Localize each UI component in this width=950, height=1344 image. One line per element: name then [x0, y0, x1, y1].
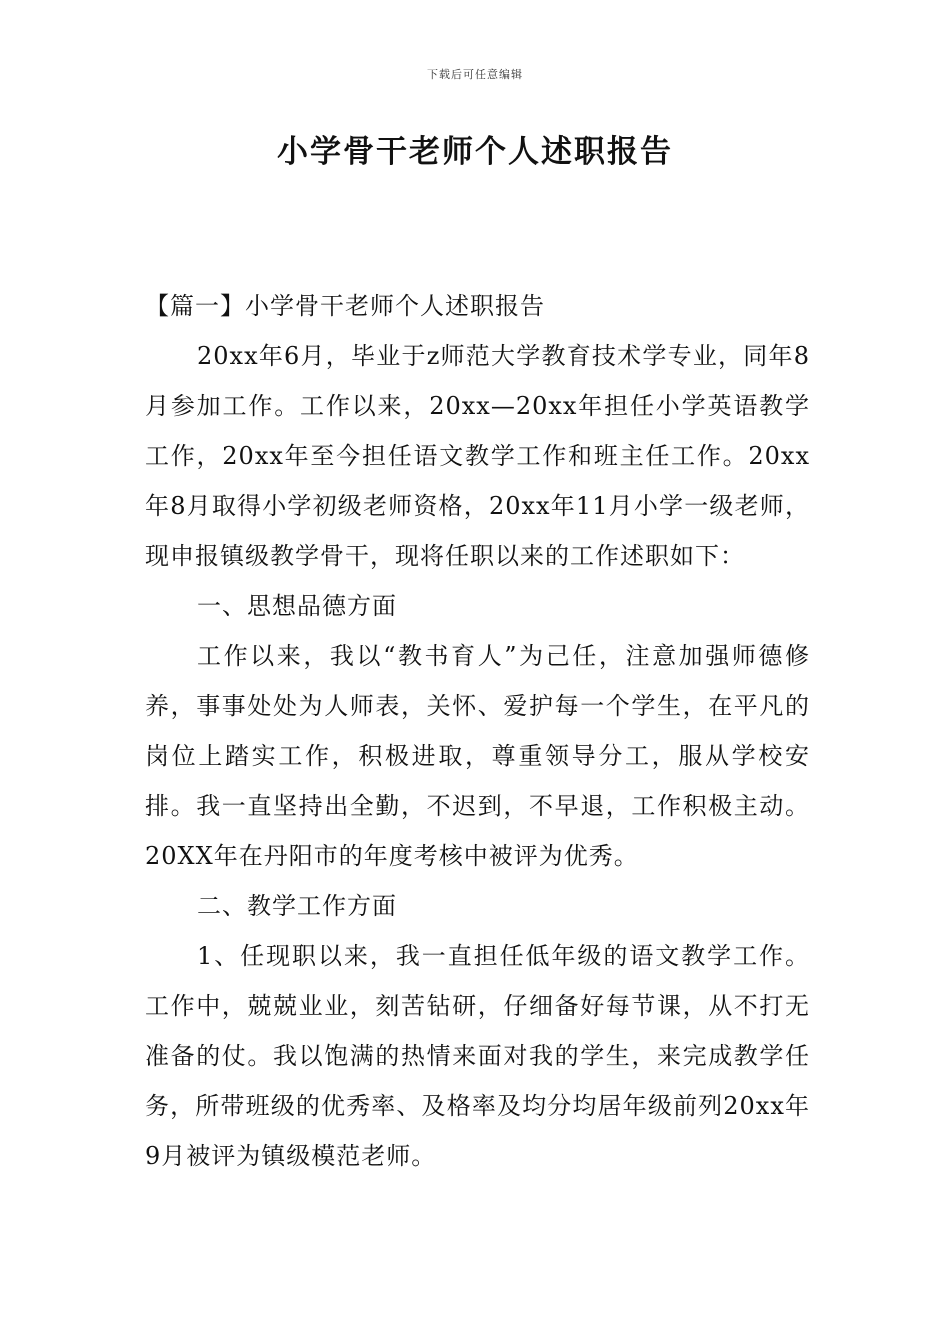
subheading-teaching: 二、教学工作方面	[197, 892, 397, 920]
section-heading: 【篇一】小学骨干老师个人述职报告	[145, 292, 545, 320]
paragraph-teaching: 1、任现职以来，我一直担任低年级的语文教学工作。工作中，兢兢业业，刻苦钻研，仔细备好每节课，从不打无准备的仗。我以饱满的热情来面对我的学生，来完成教学任务，所带班级的优秀率、及格率及均分均居年级前列20xx年9月被评为镇级模范老师。	[145, 942, 810, 1170]
header-note: 下载后可任意编辑	[427, 68, 523, 81]
document-body	[145, 281, 810, 1181]
paragraph-moral: 工作以来，我以“教书育人”为己任，注意加强师德修养，事事处处为人师表，关怀、爱护每一个学生，在平凡的岗位上踏实工作，积极进取，尊重领导分工，服从学校安排。我一直坚持出全勤，不迟到，不早退，工作积极主动。20XX年在丹阳市的年度考核中被评为优秀。	[145, 642, 810, 870]
subheading-moral: 一、思想品德方面	[197, 592, 397, 620]
paragraph-intro: 20xx年6月，毕业于z师范大学教育技术学专业，同年8月参加工作。工作以来，20xx—20xx年担任小学英语教学工作，20xx年至今担任语文教学工作和班主任工作。20xx年8月取得小学初级老师资格，20xx年11月小学一级老师，现申报镇级教学骨干，现将任职以来的工作述职如下：	[145, 342, 810, 570]
document-title: 小学骨干老师个人述职报告	[277, 134, 673, 170]
